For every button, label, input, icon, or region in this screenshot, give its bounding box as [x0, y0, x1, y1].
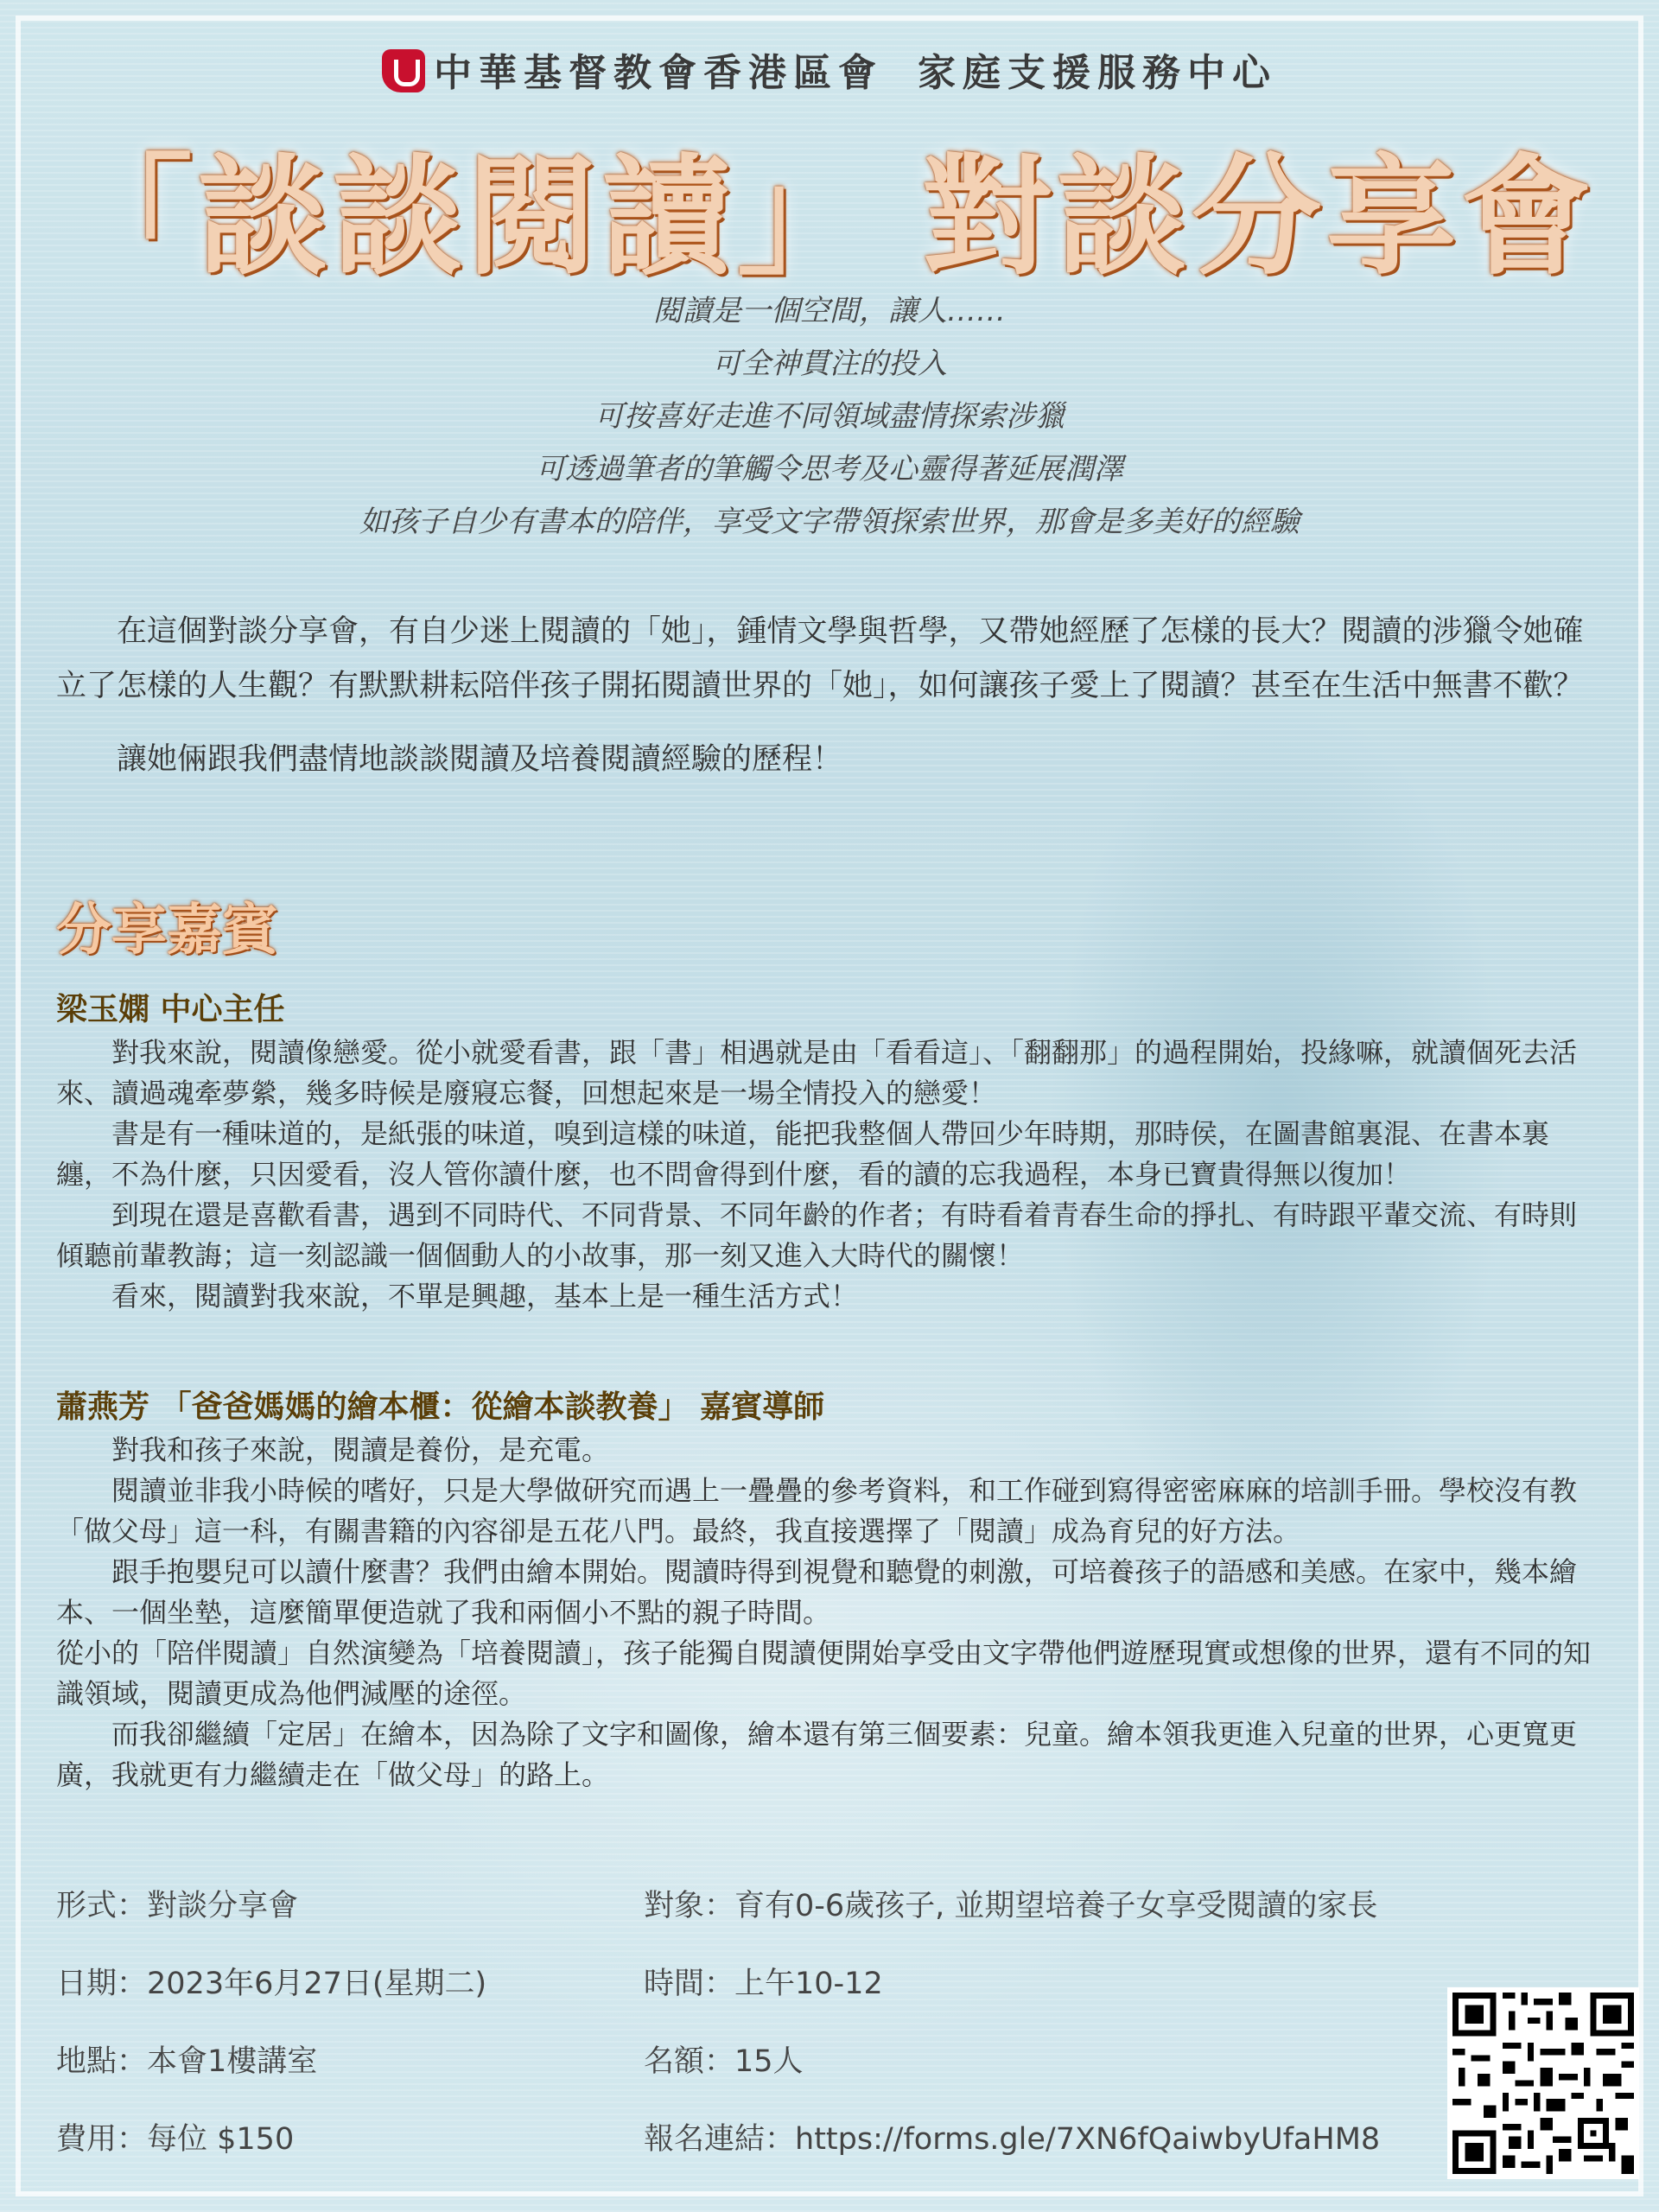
detail-quota — [644, 2037, 804, 2081]
registration-link[interactable]: https://forms.gle/7XN6fQaiwbyUfaHM8 — [795, 2122, 1381, 2157]
church-logo-icon — [382, 49, 425, 92]
detail-label: 形式： — [56, 1889, 148, 1923]
poem-line: 閱讀是一個空間，讓人…… — [653, 294, 1006, 328]
detail-value: 2023年6月27日(星期二) — [147, 1967, 487, 2001]
detail-value: 育有0-6歲孩子, 並期望培養子女享受閱讀的家長 — [734, 1889, 1378, 1923]
guest-paragraph: 看來，閱讀對我來說，不單是興趣，基本上是一種生活方式！ — [111, 1280, 859, 1313]
detail-value: 15人 — [734, 2044, 804, 2079]
detail-label: 費用： — [56, 2122, 148, 2157]
detail-date — [56, 1960, 486, 2003]
detail-time — [644, 1960, 883, 2003]
guest-name: 梁玉嫻 中心主任 — [56, 992, 285, 1027]
org-name: 中華基督教會香港區會 — [434, 51, 883, 95]
detail-value: 上午10-12 — [734, 1967, 883, 2001]
detail-value: 本會1樓講室 — [147, 2044, 318, 2079]
guest-block — [56, 1385, 1603, 1796]
detail-label: 時間： — [644, 1967, 735, 2001]
guest-paragraph: 而我卻繼續「定居」在繪本，因為除了文字和圖像，繪本還有第三個要素：兒童。繪本領我更進入兒童的世界，心更寬更廣，我就更有力繼續走在「做父母」的路上。 — [56, 1718, 1578, 1791]
guest-paragraph: 對我和孩子來說，閱讀是養份，是充電。 — [111, 1433, 610, 1466]
poem-line: 可按喜好走進不同領域盡情探索涉獵 — [594, 399, 1065, 434]
guest-block — [56, 988, 1603, 1317]
detail-venue — [56, 2037, 317, 2081]
intro-paragraph: 讓她倆跟我們盡情地談談閱讀及培養閱讀經驗的歷程！ — [117, 742, 843, 777]
poem — [0, 285, 1659, 549]
detail-label: 報名連結： — [644, 2122, 796, 2157]
page-title: 「談談閱讀」 對談分享會 — [62, 143, 1597, 293]
guest-paragraph: 書是有一種味道的，是紙張的味道，嗅到這樣的味道，能把我整個人帶回少年時期，那時侯，在圖書館裏混、在書本裏纏，不為什麼，只因愛看，沒人管你讀什麼，也不問會得到什麼，看的讀的忘我過程，本身已寶貴得無以復加！ — [56, 1117, 1550, 1191]
detail-target — [644, 1882, 1377, 1925]
guest-paragraph: 從小的「陪伴閱讀」自然演變為「培養閱讀」，孩子能獨自閱讀便開始享受由文字帶他們遊歷現實或想像的世界，還有不同的知識領域，閱讀更成為他們減壓的途徑。 — [56, 1637, 1592, 1710]
guest-paragraph: 對我來說，閱讀像戀愛。從小就愛看書，跟「書」相遇就是由「看看這」、「翻翻那」的過程開始，投緣嘛，就讀個死去活來、讀過魂牽夢縈，幾多時候是廢寢忘餐，回想起來是一場全情投入的戀愛！ — [56, 1036, 1578, 1109]
detail-fee — [56, 2115, 294, 2158]
detail-link — [644, 2115, 1380, 2158]
qr-code-icon[interactable] — [1447, 1987, 1639, 2179]
intro — [56, 605, 1594, 787]
detail-label: 日期： — [56, 1967, 148, 2001]
detail-value: 對談分享會 — [147, 1889, 299, 1923]
center-name: 家庭支援服務中心 — [918, 51, 1277, 95]
detail-label: 名額： — [644, 2044, 735, 2079]
intro-paragraph: 在這個對談分享會，有自少迷上閱讀的「她」，鍾情文學與哲學，又帶她經歷了怎樣的長大？閱讀的涉獵令她確立了怎樣的人生觀？有默默耕耘陪伴孩子開拓閱讀世界的「她」，如何讓孩子愛上了閱讀？甚至在生活中無書不歡？ — [56, 614, 1584, 703]
section-heading-guests: 分享嘉賓 — [56, 899, 277, 963]
detail-label: 地點： — [56, 2044, 148, 2079]
guest-paragraph: 跟手抱嬰兒可以讀什麼書？我們由繪本開始。閱讀時得到視覺和聽覺的刺激，可培養孩子的語感和美感。在家中，幾本繪本、一個坐墊，這麼簡單便造就了我和兩個小不點的親子時間。 — [56, 1555, 1578, 1629]
guest-paragraph: 閱讀並非我小時候的嗜好，只是大學做研究而遇上一疊疊的參考資料，和工作碰到寫得密密麻麻的培訓手冊。學校沒有教「做父母」這一科，有關書籍的內容卻是五花八門。最終，我直接選擇了「閱讀」成為育兒的好方法。 — [56, 1474, 1578, 1548]
poem-line: 如孩子自少有書本的陪伴，享受文字帶領探索世界，那會是多美好的經驗 — [359, 505, 1300, 539]
detail-value: 每位 $150 — [147, 2122, 295, 2157]
org-header — [0, 41, 1659, 97]
guest-name: 蕭燕芳 「爸爸媽媽的繪本櫃：從繪本談教養」 嘉賓導師 — [56, 1389, 825, 1425]
poem-line: 可透過筆者的筆觸令思考及心靈得著延展潤澤 — [536, 452, 1123, 486]
poem-line: 可全神貫注的投入 — [712, 346, 947, 381]
detail-format — [56, 1882, 298, 1925]
guest-paragraph: 到現在還是喜歡看書，遇到不同時代、不同背景、不同年齡的作者；有時看着青春生命的掙扎、有時跟平輩交流、有時則傾聽前輩教誨；這一刻認識一個個動人的小故事，那一刻又進入大時代的關懷！ — [56, 1198, 1578, 1272]
detail-label: 對象： — [644, 1889, 735, 1923]
